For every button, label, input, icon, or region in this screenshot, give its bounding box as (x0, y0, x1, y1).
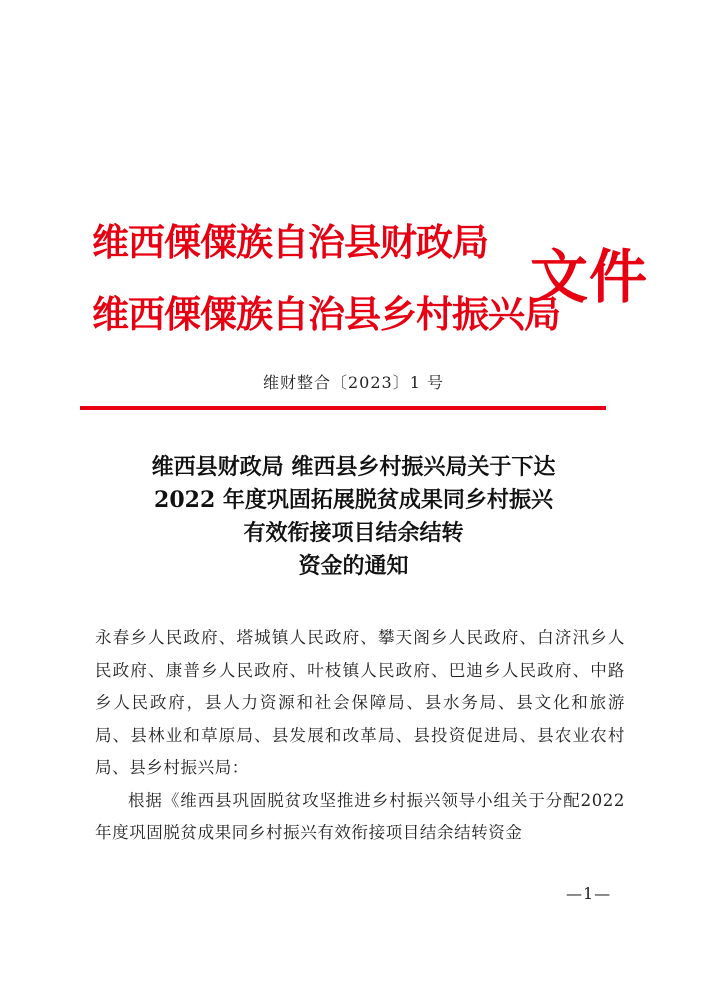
document-title (0, 451, 707, 583)
red-header (92, 212, 649, 342)
title-line-2: 2022 年度巩固拓展脱贫成果同乡村振兴 (154, 487, 553, 513)
red-separator-line (80, 406, 606, 410)
title-line-1: 维西县财政局 维西县乡村振兴局关于下达 (151, 454, 556, 480)
title-line-4: 资金的通知 (298, 553, 409, 579)
document-number: 维财整合〔2023〕1 号 (263, 373, 444, 392)
document-body (95, 622, 625, 850)
title-line-3: 有效衔接项目结余结转 (243, 520, 464, 546)
addressees-paragraph: 永春乡人民政府、塔城镇人民政府、攀天阁乡人民政府、白济汛乡人民政府、康普乡人民政府、叶枝镇人民政府、巴迪乡人民政府、中路乡人民政府，县人力资源和社会保障局、县水务局、县文化和旅游局、县林业和草原局、县发展和改革局、县投资促进局、县农业农村局、县乡村振兴局： (95, 628, 625, 777)
body-paragraph-1: 根据《维西县巩固脱贫攻坚推进乡村振兴领导小组关于分配2022 年度巩固脱贫成果同乡村振兴有效衔接项目结余结转资金 (95, 790, 625, 842)
issuer-rural-revitalization-bureau: 维西傈僳族自治县乡村振兴局 (92, 292, 560, 336)
issuer-finance-bureau: 维西傈僳族自治县财政局 (92, 220, 488, 264)
document-type-label: 文件 (530, 243, 649, 311)
page-number: —1— (566, 884, 612, 903)
